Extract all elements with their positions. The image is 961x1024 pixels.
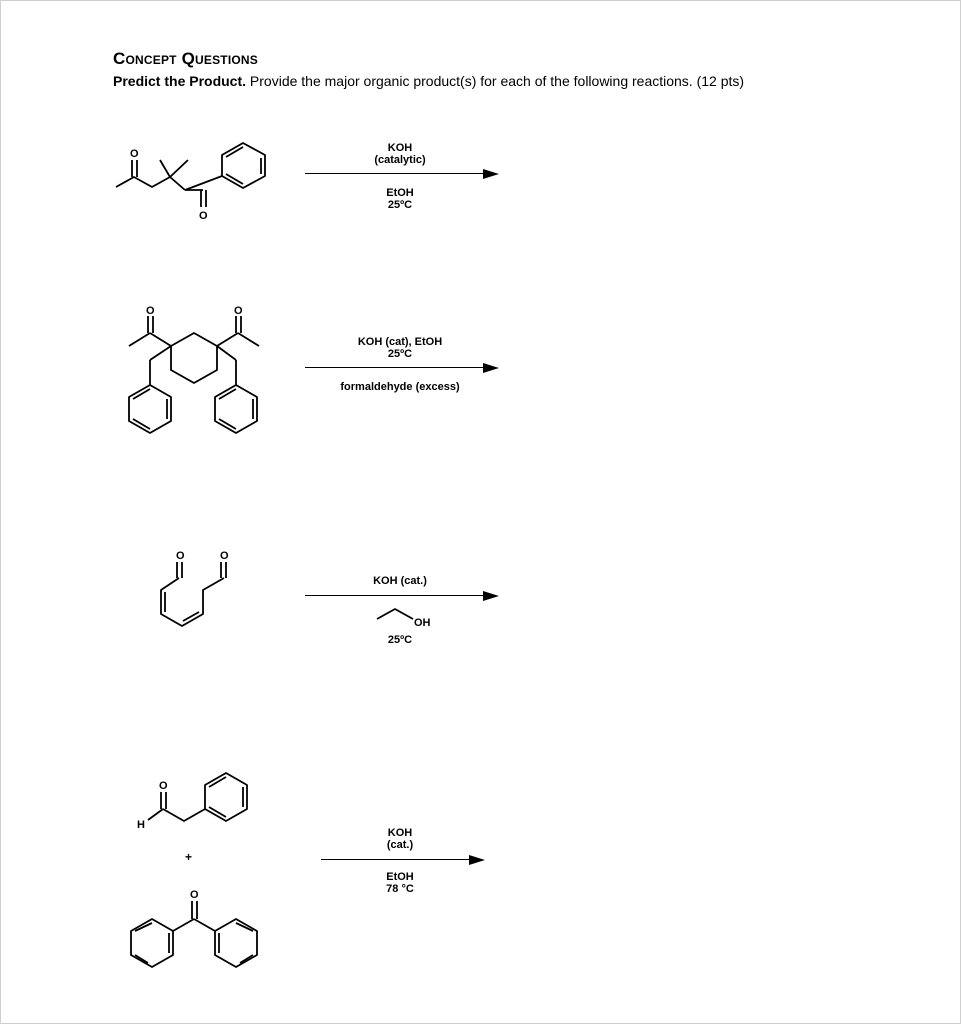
r4-reagent-above: KOH (cat.) xyxy=(386,827,414,851)
r1-o1: O xyxy=(130,148,139,160)
r4-h: H xyxy=(137,819,145,831)
r3-o2: O xyxy=(220,550,229,562)
r1-o2: O xyxy=(199,210,208,222)
r2-o1: O xyxy=(146,305,155,317)
r2-o2: O xyxy=(234,305,243,317)
r3-reagent-below: 25ºC xyxy=(387,634,413,646)
r2-reagent-below: formaldehyde (excess) xyxy=(340,381,460,393)
r4-bp-right xyxy=(194,919,215,931)
r4-benzene-left xyxy=(131,919,173,967)
r4-benzene-1 xyxy=(205,773,247,821)
r4-h-bond xyxy=(148,809,163,820)
r4-bp-left xyxy=(173,919,194,931)
r4-o2: O xyxy=(190,889,199,901)
r4-reaction-arrow xyxy=(321,855,484,865)
instructions-bold: Predict the Product. xyxy=(113,73,247,89)
r3-o1: O xyxy=(176,550,185,562)
section-title: Concept Questions xyxy=(113,49,258,68)
r3-ethanol-oh: OH xyxy=(414,617,431,629)
r2-reagent-above: KOH (cat), EtOH 25ºC xyxy=(357,336,443,360)
r1-reagent-below: EtOH 25ºC xyxy=(386,187,414,211)
r4-plus-sign: + xyxy=(185,850,193,864)
r1-reagent-above: KOH (catalytic) xyxy=(374,142,426,166)
r4-benzene-right xyxy=(215,919,257,967)
r4-o1: O xyxy=(159,780,168,792)
instructions-text: Provide the major organic product(s) for each of the following reactions. (12 pts) xyxy=(246,73,745,89)
r4-chain xyxy=(163,809,205,821)
r4-reagent-below: EtOH 78 °C xyxy=(386,871,414,895)
r3-reagent-above: KOH (cat.) xyxy=(373,575,427,587)
